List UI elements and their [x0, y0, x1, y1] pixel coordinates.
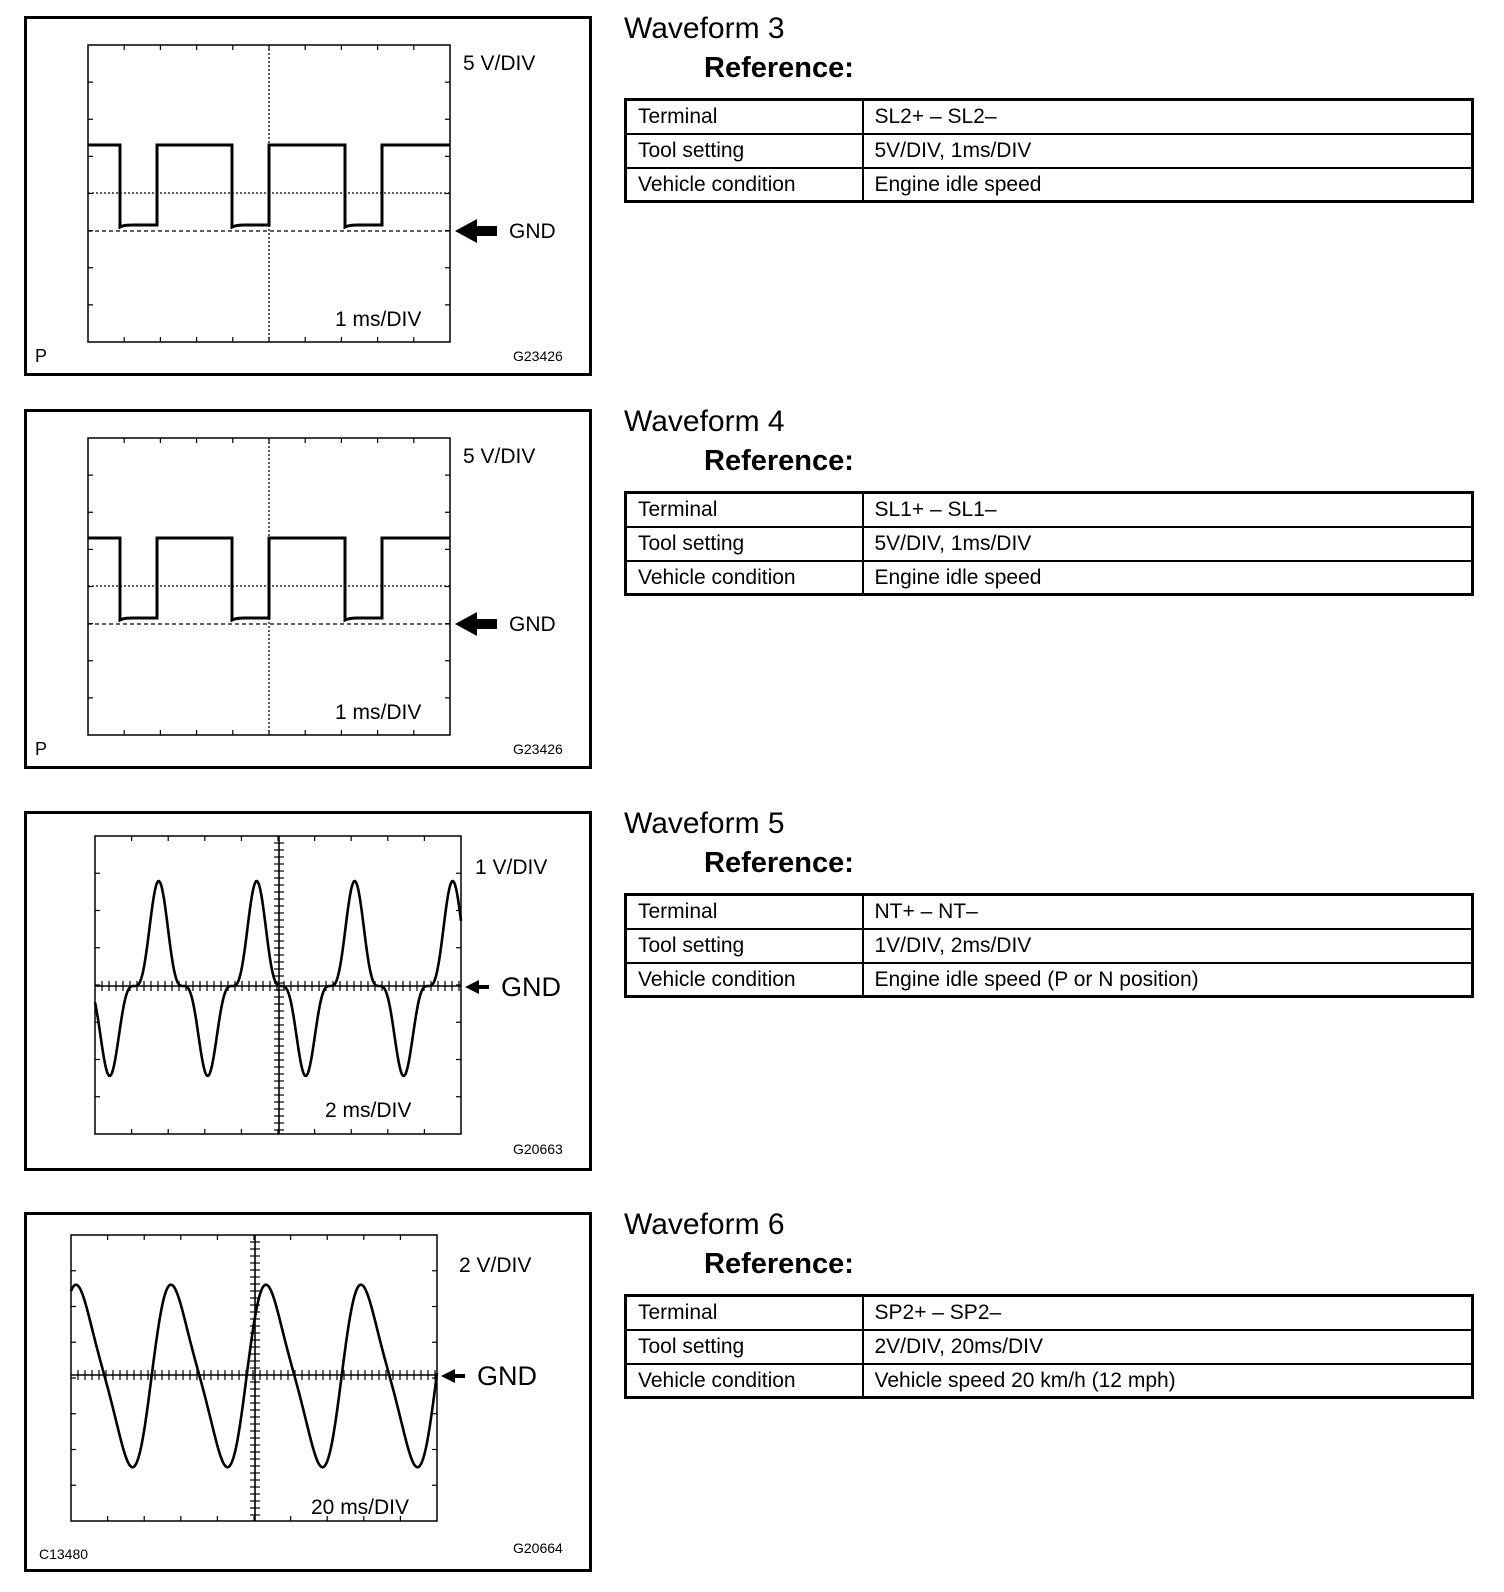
table-row: [626, 963, 1473, 997]
row-label: Terminal: [626, 493, 863, 527]
row-label: Vehicle condition: [626, 1364, 863, 1398]
row-label: Tool setting: [626, 134, 863, 168]
row-value: Vehicle speed 20 km/h (12 mph): [863, 1364, 1473, 1398]
row-label: Vehicle condition: [626, 963, 863, 997]
table-row: [626, 895, 1473, 929]
waveform-title: Waveform 6: [624, 1208, 785, 1241]
gnd-label: GND: [509, 220, 556, 243]
row-value: SL2+ – SL2–: [863, 100, 1473, 134]
volts-per-division-label: 5 V/DIV: [463, 52, 536, 75]
row-value: 5V/DIV, 1ms/DIV: [863, 527, 1473, 561]
row-label: Tool setting: [626, 1330, 863, 1364]
row-label: Terminal: [626, 895, 863, 929]
waveform-trace: [95, 881, 461, 1076]
row-label: Vehicle condition: [626, 168, 863, 202]
waveform-section-3: [0, 0, 1504, 392]
gnd-label: GND: [501, 972, 561, 1002]
table-row: [626, 527, 1473, 561]
reference-heading: Reference:: [704, 445, 854, 477]
arrow-icon: [455, 612, 497, 636]
row-label: Tool setting: [626, 527, 863, 561]
oscilloscope-figure: [24, 1212, 592, 1572]
scope-grid: [71, 1235, 437, 1521]
table-row: [626, 493, 1473, 527]
row-value: NT+ – NT–: [863, 895, 1473, 929]
waveform-trace: [88, 145, 450, 227]
row-label: Tool setting: [626, 929, 863, 963]
volts-per-division-label: 1 V/DIV: [475, 856, 548, 879]
table-row: [626, 1364, 1473, 1398]
oscilloscope-figure: [24, 409, 592, 769]
waveform-title: Waveform 4: [624, 405, 785, 438]
row-value: Engine idle speed: [863, 561, 1473, 595]
row-value: SL1+ – SL1–: [863, 493, 1473, 527]
time-per-division-label: 1 ms/DIV: [335, 308, 422, 331]
reference-table: [624, 893, 1474, 998]
time-per-division-label: 1 ms/DIV: [335, 701, 422, 724]
time-per-division-label: 20 ms/DIV: [311, 1496, 410, 1519]
table-row: [626, 134, 1473, 168]
row-value: 2V/DIV, 20ms/DIV: [863, 1330, 1473, 1364]
waveform-title: Waveform 5: [624, 807, 785, 840]
row-value: 5V/DIV, 1ms/DIV: [863, 134, 1473, 168]
waveform-section-6: [0, 1196, 1504, 1588]
arrow-icon: [441, 1369, 465, 1383]
gnd-label: GND: [477, 1361, 537, 1391]
arrow-icon: [455, 219, 497, 243]
reference-table: [624, 98, 1474, 203]
arrow-icon: [465, 980, 489, 994]
reference-heading: Reference:: [704, 847, 854, 879]
waveform-title: Waveform 3: [624, 12, 785, 45]
row-value: Engine idle speed (P or N position): [863, 963, 1473, 997]
corner-mark: P: [35, 346, 48, 366]
row-value: 1V/DIV, 2ms/DIV: [863, 929, 1473, 963]
time-per-division-label: 2 ms/DIV: [325, 1099, 412, 1122]
volts-per-division-label: 5 V/DIV: [463, 445, 536, 468]
reference-table: [624, 1294, 1474, 1399]
figure-code: G20663: [513, 1141, 563, 1157]
reference-heading: Reference:: [704, 52, 854, 84]
reference-heading: Reference:: [704, 1248, 854, 1280]
reference-table: [624, 491, 1474, 596]
row-label: Terminal: [626, 1296, 863, 1330]
table-row: [626, 100, 1473, 134]
volts-per-division-label: 2 V/DIV: [459, 1254, 532, 1277]
waveform-trace: [88, 538, 450, 620]
waveform-section-5: [0, 795, 1504, 1187]
figure-code: G20664: [513, 1540, 563, 1556]
table-row: [626, 1330, 1473, 1364]
table-row: [626, 561, 1473, 595]
row-value: Engine idle speed: [863, 168, 1473, 202]
figure-code: G23426: [513, 741, 563, 757]
row-value: SP2+ – SP2–: [863, 1296, 1473, 1330]
table-row: [626, 929, 1473, 963]
figure-code: G23426: [513, 348, 563, 364]
oscilloscope-figure: [24, 16, 592, 376]
table-row: [626, 168, 1473, 202]
table-row: [626, 1296, 1473, 1330]
corner-mark: P: [35, 739, 48, 759]
waveform-section-4: [0, 393, 1504, 785]
row-label: Vehicle condition: [626, 561, 863, 595]
corner-mark: C13480: [39, 1546, 89, 1562]
row-label: Terminal: [626, 100, 863, 134]
oscilloscope-figure: [24, 811, 592, 1171]
gnd-label: GND: [509, 613, 556, 636]
